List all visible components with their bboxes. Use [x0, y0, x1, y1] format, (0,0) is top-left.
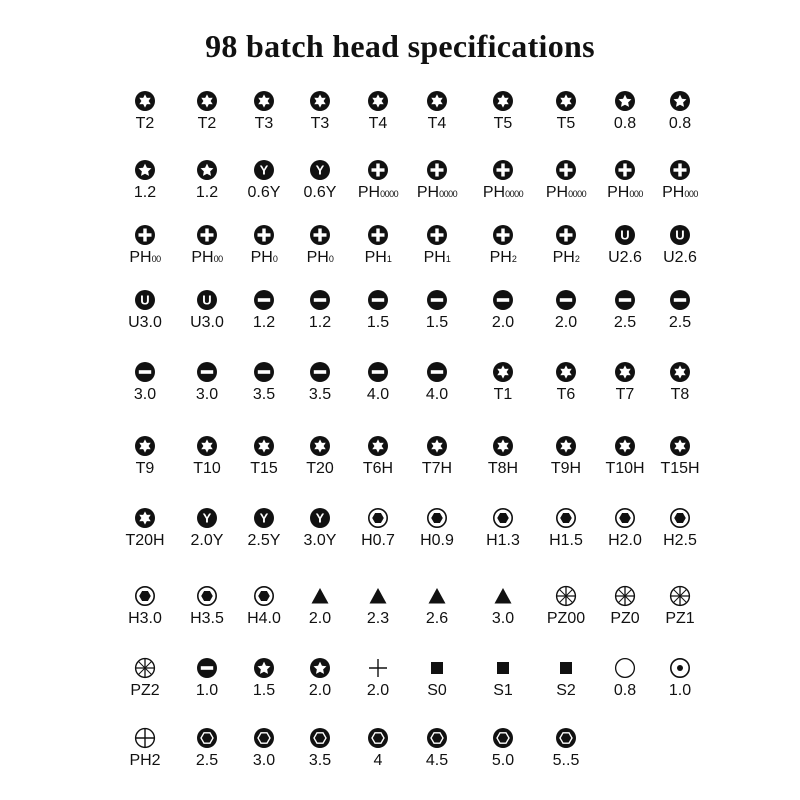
bit-spec-sublabel: 1	[386, 254, 392, 264]
bit-spec-label: 5..5	[552, 752, 580, 769]
phillips-cross-icon	[367, 159, 389, 181]
bit-spec-sublabel: 0000	[505, 189, 524, 199]
bit-spec-label: T20	[306, 460, 334, 477]
bit-spec-label: H3.5	[190, 610, 224, 627]
torx-star-icon	[134, 90, 156, 112]
pentalobe-icon	[196, 159, 218, 181]
bit-spec-sublabel: 0	[328, 254, 334, 264]
pozidriv-icon	[669, 585, 691, 607]
bit-spec-label: PH0000	[482, 184, 524, 201]
square-icon	[426, 657, 448, 679]
bit-spec-label: PH1	[423, 249, 451, 266]
torx-star-icon	[492, 435, 514, 457]
hex-ring-icon	[253, 585, 275, 607]
bit-spec-label: 3.5	[308, 386, 332, 403]
hex-ring-icon	[614, 507, 636, 529]
triangle-icon	[309, 585, 331, 607]
torx-star-icon	[134, 435, 156, 457]
torx-star-icon	[196, 435, 218, 457]
bit-spec-label: T7	[615, 386, 635, 403]
phillips-cross-icon	[555, 159, 577, 181]
u-shape-icon	[134, 289, 156, 311]
bit-spec-label: H0.7	[361, 532, 395, 549]
slotted-minus-icon	[492, 289, 514, 311]
hex-socket-icon	[492, 727, 514, 749]
bit-spec-label: 2.0	[308, 682, 332, 699]
bit-spec-label: PH0000	[416, 184, 458, 201]
phillips-cross-icon	[614, 159, 636, 181]
bit-spec-label: T10	[193, 460, 221, 477]
torx-star-icon	[196, 90, 218, 112]
bit-spec-label: 3.0	[491, 610, 515, 627]
bit-spec-label: PH0000	[545, 184, 587, 201]
slotted-minus-icon	[669, 289, 691, 311]
bit-spec-label: PZ2	[130, 682, 160, 699]
bit-spec-label: T3	[254, 115, 274, 132]
bit-spec-sublabel: 0000	[568, 189, 587, 199]
torx-star-icon	[669, 435, 691, 457]
u-shape-icon	[614, 224, 636, 246]
tri-wing-y-icon	[253, 507, 275, 529]
page-title: 98 batch head specifications	[205, 28, 595, 64]
bit-spec-label: T6	[556, 386, 576, 403]
tri-wing-y-icon	[196, 507, 218, 529]
tri-wing-y-icon	[309, 159, 331, 181]
bit-spec-label: 4.5	[425, 752, 449, 769]
torx-star-icon	[309, 435, 331, 457]
bit-spec-label: U2.6	[663, 249, 697, 266]
bit-spec-label: T20H	[125, 532, 165, 549]
hex-socket-icon	[309, 727, 331, 749]
bit-spec-label: T3	[310, 115, 330, 132]
torx-star-icon	[614, 435, 636, 457]
bit-spec-label: T4	[427, 115, 447, 132]
bit-spec-label: 1.5	[425, 314, 449, 331]
bit-spec-label: T7H	[421, 460, 453, 477]
bit-spec-label: PH000	[607, 184, 643, 201]
bit-spec-label: 1.2	[308, 314, 332, 331]
bit-spec-label: 2.5	[195, 752, 219, 769]
pentalobe-icon	[614, 90, 636, 112]
slotted-minus-icon	[426, 361, 448, 383]
bit-spec-label: 1.5	[366, 314, 390, 331]
phillips-cross-icon	[134, 224, 156, 246]
bit-spec-sublabel: 2	[511, 254, 517, 264]
bit-spec-label: U3.0	[190, 314, 224, 331]
phillips-cross-icon	[309, 224, 331, 246]
svg-text:Y: Y	[315, 162, 325, 178]
bit-spec-label: 2.0	[491, 314, 515, 331]
bit-spec-label: 1.2	[195, 184, 219, 201]
bit-spec-label: U3.0	[128, 314, 162, 331]
torx-star-icon	[426, 435, 448, 457]
slotted-minus-icon	[614, 289, 636, 311]
hex-ring-icon	[492, 507, 514, 529]
torx-star-icon	[555, 90, 577, 112]
bit-spec-label: S1	[493, 682, 513, 699]
bit-spec-sublabel: 000	[684, 189, 698, 199]
phillips-cross-icon	[426, 224, 448, 246]
bit-spec-label: 1.0	[195, 682, 219, 699]
bit-spec-label: PH00	[191, 249, 223, 266]
torx-star-icon	[253, 435, 275, 457]
bit-spec-label: 3.0	[252, 752, 276, 769]
hex-socket-icon	[196, 727, 218, 749]
torx-star-icon	[492, 90, 514, 112]
bit-spec-label: 4.0	[366, 386, 390, 403]
hex-ring-icon	[426, 507, 448, 529]
torx-star-icon	[134, 507, 156, 529]
bit-spec-sublabel: 0000	[380, 189, 399, 199]
bit-spec-sublabel: 000	[629, 189, 643, 199]
square-icon	[492, 657, 514, 679]
bit-spec-label: U2.6	[608, 249, 642, 266]
bit-spec-label: 0.8	[613, 682, 637, 699]
torx-star-icon	[614, 361, 636, 383]
bit-spec-label: H4.0	[247, 610, 281, 627]
u-shape-icon	[196, 289, 218, 311]
bit-spec-label: T1	[493, 386, 513, 403]
torx-star-icon	[253, 90, 275, 112]
phillips-cross-icon	[367, 224, 389, 246]
bit-spec-label: PH00	[129, 249, 161, 266]
slotted-minus-icon	[309, 289, 331, 311]
tri-wing-y-icon	[253, 159, 275, 181]
bit-spec-label: 1.2	[133, 184, 157, 201]
bit-spec-label: 2.5	[613, 314, 637, 331]
slotted-minus-icon	[555, 289, 577, 311]
bit-spec-label: 2.5	[668, 314, 692, 331]
bit-spec-label: 1.0	[668, 682, 692, 699]
bit-spec-label: T2	[197, 115, 217, 132]
bit-spec-label: 2.0	[554, 314, 578, 331]
slotted-minus-icon	[253, 289, 275, 311]
bit-spec-label: T8H	[487, 460, 519, 477]
bit-spec-label: 2.0	[308, 610, 332, 627]
slotted-minus-icon	[134, 361, 156, 383]
phillips-cross-icon	[253, 224, 275, 246]
bit-spec-label: T9H	[550, 460, 582, 477]
svg-text:Y: Y	[315, 510, 325, 526]
bit-spec-label: 1.5	[252, 682, 276, 699]
bit-spec-label: T4	[368, 115, 388, 132]
bit-spec-label: PH2	[129, 752, 161, 769]
bit-spec-sublabel: 0000	[439, 189, 458, 199]
pentalobe-icon	[309, 657, 331, 679]
torx-star-icon	[555, 435, 577, 457]
svg-text:U: U	[202, 292, 212, 308]
bit-spec-label: T5	[493, 115, 513, 132]
hex-ring-icon	[669, 507, 691, 529]
torx-star-icon	[492, 361, 514, 383]
bit-spec-label: 5.0	[491, 752, 515, 769]
hex-socket-icon	[367, 727, 389, 749]
bit-spec-label: S2	[556, 682, 576, 699]
bit-spec-label: H2.5	[663, 532, 697, 549]
u-shape-icon	[669, 224, 691, 246]
bit-spec-label: T8	[670, 386, 690, 403]
bit-spec-label: 3.0	[133, 386, 157, 403]
slotted-minus-icon	[253, 361, 275, 383]
bit-spec-label: T6H	[362, 460, 394, 477]
bit-spec-label: PH0	[306, 249, 334, 266]
svg-text:U: U	[620, 227, 630, 243]
bit-spec-label: T9	[135, 460, 155, 477]
bit-spec-label: PH2	[552, 249, 580, 266]
bit-spec-label: 0.8	[668, 115, 692, 132]
hex-socket-icon	[426, 727, 448, 749]
bit-spec-label: 3.5	[308, 752, 332, 769]
slotted-minus-icon	[196, 657, 218, 679]
bit-spec-label: PZ00	[546, 610, 586, 627]
torx-star-icon	[426, 90, 448, 112]
torx-star-icon	[669, 361, 691, 383]
svg-text:Y: Y	[202, 510, 212, 526]
bit-spec-label: PH0	[250, 249, 278, 266]
bit-spec-label: PZ0	[610, 610, 640, 627]
bit-spec-label: PH0000	[357, 184, 399, 201]
slotted-minus-icon	[309, 361, 331, 383]
slotted-minus-icon	[196, 361, 218, 383]
bit-spec-label: 2.5Y	[247, 532, 281, 549]
hex-socket-icon	[253, 727, 275, 749]
pentalobe-icon	[669, 90, 691, 112]
bit-spec-label: 2.0Y	[190, 532, 224, 549]
torx-star-icon	[555, 361, 577, 383]
pentalobe-icon	[134, 159, 156, 181]
phillips-cross-icon	[492, 159, 514, 181]
triangle-icon	[426, 585, 448, 607]
tri-wing-y-icon	[309, 507, 331, 529]
torx-star-icon	[309, 90, 331, 112]
bit-spec-label: T15H	[660, 460, 700, 477]
phillips-cross-icon	[492, 224, 514, 246]
bit-spec-label: S0	[427, 682, 447, 699]
open-circle-icon	[614, 657, 636, 679]
torx-star-icon	[367, 90, 389, 112]
bit-spec-label: 3.5	[252, 386, 276, 403]
slotted-minus-icon	[367, 361, 389, 383]
bit-spec-label: 0.6Y	[247, 184, 281, 201]
hex-socket-icon	[555, 727, 577, 749]
triangle-icon	[492, 585, 514, 607]
svg-text:U: U	[140, 292, 150, 308]
pozidriv-icon	[555, 585, 577, 607]
phillips-cross-icon	[196, 224, 218, 246]
hex-ring-icon	[134, 585, 156, 607]
slotted-minus-icon	[367, 289, 389, 311]
bit-spec-label: PH2	[489, 249, 517, 266]
triangle-icon	[367, 585, 389, 607]
bit-spec-label: PZ1	[665, 610, 695, 627]
slotted-minus-icon	[426, 289, 448, 311]
bit-spec-label: PH000	[662, 184, 698, 201]
bit-spec-label: H2.0	[608, 532, 642, 549]
bit-spec-label: 3.0	[195, 386, 219, 403]
bit-spec-label: T5	[556, 115, 576, 132]
bit-spec-label: 4.0	[425, 386, 449, 403]
pozidriv-icon	[614, 585, 636, 607]
bit-spec-label: 2.6	[425, 610, 449, 627]
bit-spec-label: 1.2	[252, 314, 276, 331]
bit-spec-label: H3.0	[128, 610, 162, 627]
bit-spec-label: 2.0	[366, 682, 390, 699]
bit-spec-label: H0.9	[420, 532, 454, 549]
thin-cross-icon	[367, 657, 389, 679]
hex-ring-icon	[367, 507, 389, 529]
pentalobe-icon	[253, 657, 275, 679]
dot-circle-icon	[669, 657, 691, 679]
bit-spec-sublabel: 00	[151, 254, 161, 264]
bit-spec-label: T10H	[605, 460, 645, 477]
bit-spec-label: 0.8	[613, 115, 637, 132]
svg-text:U: U	[675, 227, 685, 243]
svg-text:Y: Y	[259, 510, 269, 526]
pozidriv-icon	[134, 657, 156, 679]
circle-cross-icon	[134, 727, 156, 749]
bit-spec-label: PH1	[364, 249, 392, 266]
hex-ring-icon	[196, 585, 218, 607]
phillips-cross-icon	[669, 159, 691, 181]
bit-spec-label: T15	[250, 460, 278, 477]
hex-ring-icon	[555, 507, 577, 529]
bit-spec-sublabel: 00	[213, 254, 223, 264]
bit-spec-sublabel: 2	[574, 254, 580, 264]
phillips-cross-icon	[426, 159, 448, 181]
bit-spec-sublabel: 1	[445, 254, 451, 264]
bit-spec-label: T2	[135, 115, 155, 132]
svg-text:Y: Y	[259, 162, 269, 178]
bit-spec-label: H1.5	[549, 532, 583, 549]
phillips-cross-icon	[555, 224, 577, 246]
torx-star-icon	[367, 435, 389, 457]
bit-spec-label: 2.3	[366, 610, 390, 627]
bit-spec-label: H1.3	[486, 532, 520, 549]
square-icon	[555, 657, 577, 679]
bit-spec-label: 3.0Y	[303, 532, 337, 549]
bit-spec-label: 4	[373, 752, 383, 769]
bit-spec-sublabel: 0	[272, 254, 278, 264]
bit-spec-label: 0.6Y	[303, 184, 337, 201]
